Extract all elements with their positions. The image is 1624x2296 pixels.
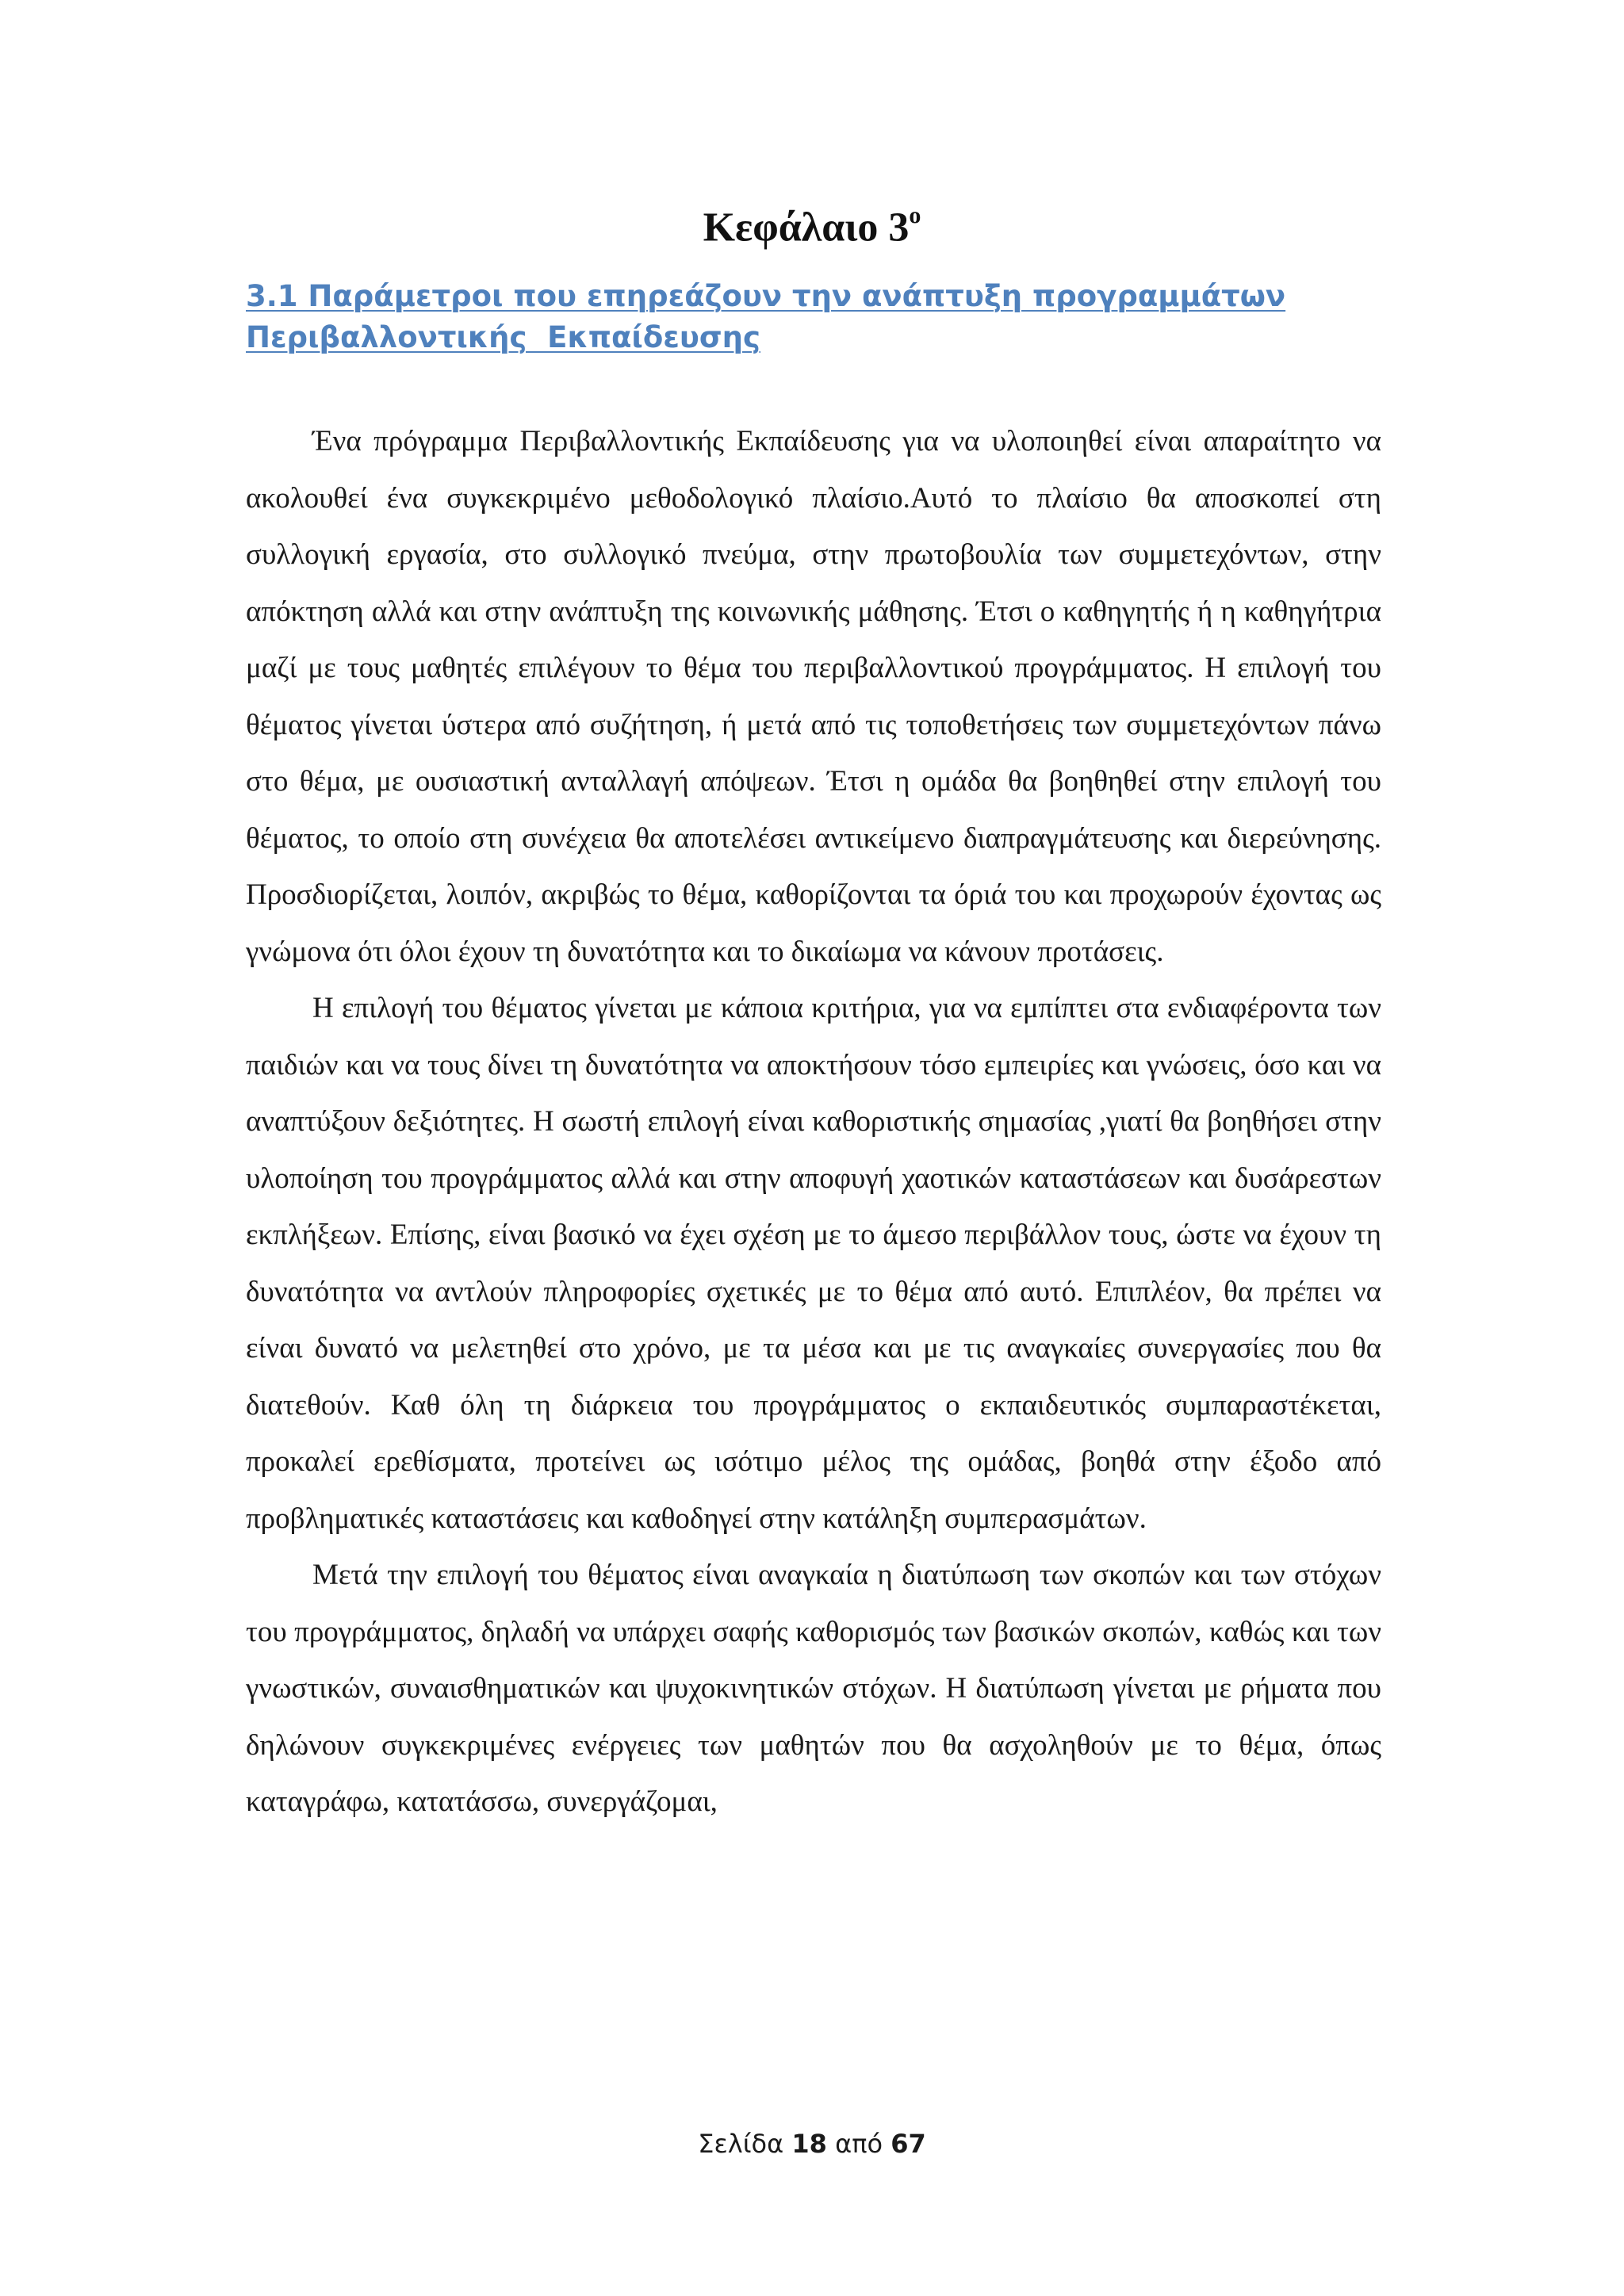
paragraph-2: Η επιλογή του θέματος γίνεται με κάποια κριτήρια, για να εμπίπτει στα ενδιαφέροντα των παιδιών και να τους δίνει τη δυνατότητα να αποκτήσουν τόσο εμπειρίες και γνώσεις, όσο και να αναπτύξουν δεξιότητες. Η σωστή επιλογή είναι καθοριστικής σημασίας ,γιατί θα βοηθήσει στην υλοποίηση του προγράμματος αλλά και στην αποφυγή χαοτικών καταστάσεων και δυσάρεστων εκπλήξεων. Επίσης, είναι βασικό να έχει σχέση με το άμεσο περιβάλλον τους, ώστε να έχουν τη δυνατότητα να αντλούν πληροφορίες σχετικές με το θέμα από αυτό. Επιπλέον, θα πρέπει να είναι δυνατό να μελετηθεί στο χρόνο, με τα μέσα και με τις αναγκαίες συνεργασίες που θα διατεθούν. Καθ όλη τη διάρκεια του προγράμματος ο εκπαιδευτικός συμπαραστέκεται, προκαλεί ερεθίσματα, προτείνει ως ισότιμο μέλος της ομάδας, βοηθά στην έξοδο από προβληματικές καταστάσεις και καθοδηγεί στην κατάληξη συμπερασμάτων. <box>246 992 1381 1535</box>
paragraph-1: Ένα πρόγραμμα Περιβαλλοντικής Εκπαίδευσης για να υλοποιηθεί είναι απαραίτητο να ακολουθεί ένα συγκεκριμένο μεθοδολογικό πλαίσιο.Αυτό το πλαίσιο θα αποσκοπεί στη συλλογική εργασία, στο συλλογικό πνεύμα, στην πρωτοβουλία των συμμετεχόντων, στην απόκτηση αλλά και στην ανάπτυξη της κοινωνικής μάθησης. Έτσι ο καθηγητής ή η καθηγήτρια μαζί με τους μαθητές επιλέγουν το θέμα του περιβαλλοντικού προγράμματος. Η επιλογή του θέματος γίνεται ύστερα από συζήτηση, ή μετά από τις τοποθετήσεις των συμμετεχόντων πάνω στο θέμα, με ουσιαστική ανταλλαγή απόψεων. Έτσι η ομάδα θα βοηθηθεί στην επιλογή του θέματος, το οποίο στη συνέχεια θα αποτελέσει αντικείμενο διαπραγμάτευσης και διερεύνησης. Προσδιορίζεται, λοιπόν, ακριβώς το θέμα, καθορίζονται τα όριά του και προχωρούν έχοντας ως γνώμονα ότι όλοι έχουν τη δυνατότητα και το δικαίωμα να κάνουν προτάσεις. <box>246 425 1381 968</box>
body-text <box>246 413 1381 1831</box>
chapter-title <box>0 193 1624 253</box>
chapter-title-text: Κεφάλαιο 3 <box>703 205 910 251</box>
section-heading-line-1: 3.1 Παράμετροι που επηρεάζουν την ανάπτυξη προγραμμάτων <box>246 279 1286 313</box>
footer-total-pages: 67 <box>891 2129 926 2159</box>
section-heading-line-2: Περιβαλλοντικής Εκπαίδευσης <box>246 320 760 354</box>
footer-page-word: Σελίδα <box>698 2129 784 2159</box>
footer-of-word: από <box>835 2129 883 2159</box>
section-heading-link[interactable] <box>246 276 1388 358</box>
paragraph-3: Μετά την επιλογή του θέματος είναι αναγκαία η διατύπωση των σκοπών και των στόχων του προγράμματος, δηλαδή να υπάρχει σαφής καθορισμός των βασικών σκοπών, καθώς και των γνωστικών, συναισθηματικών και ψυχοκινητικών στόχων. Η διατύπωση γίνεται με ρήματα που δηλώνουν συγκεκριμένες ενέργειες των μαθητών που θα ασχοληθούν με το θέμα, όπως καταγράφω, κατατάσσω, συνεργάζομαι, <box>246 1559 1381 1818</box>
chapter-title-superscript: ο <box>909 202 921 228</box>
page-footer <box>0 2126 1624 2161</box>
footer-current-page: 18 <box>791 2129 827 2159</box>
